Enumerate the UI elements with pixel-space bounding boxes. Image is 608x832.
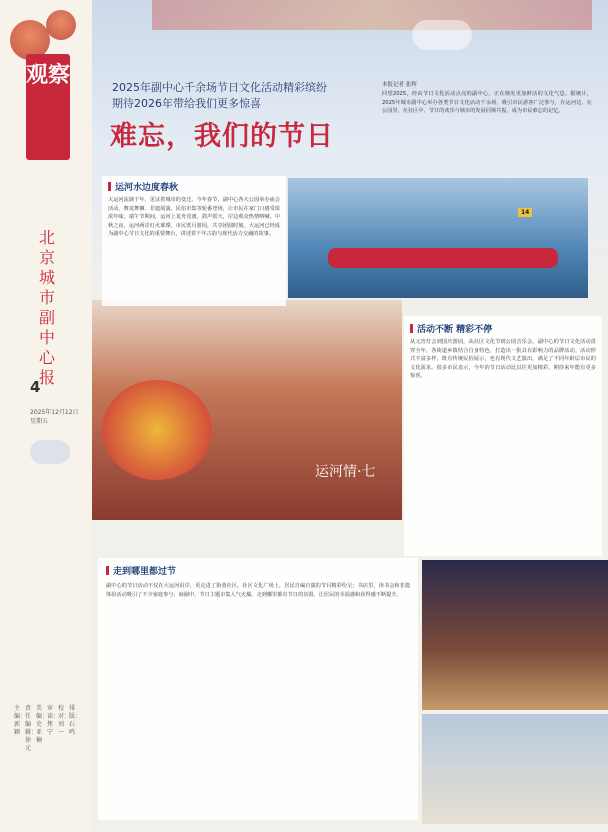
subtitle-line: 期待2026年带给我们更多惊喜 xyxy=(112,97,261,110)
credits xyxy=(14,705,84,815)
headline-subtitle xyxy=(112,80,412,112)
byline: 本报记者 张辉 xyxy=(382,82,417,88)
lion-dance-shape xyxy=(102,380,212,480)
section-banner xyxy=(26,54,70,160)
credit-item: 排版：石鸣 xyxy=(69,705,82,736)
credit-item: 审读：焦宁 xyxy=(47,705,60,736)
section-title: 运河水边度春秋 xyxy=(108,180,178,193)
canal-sign-text: 运河情·七 xyxy=(315,464,376,480)
credit-item: 美编：史亚楠 xyxy=(36,705,49,744)
weekday-text: 星期五 xyxy=(30,418,49,425)
main-area xyxy=(92,0,608,832)
canal-section xyxy=(102,176,286,306)
credit-item: 主编：郭颖 xyxy=(14,705,27,736)
section-title: 活动不断 精彩不停 xyxy=(410,322,492,335)
community-photo xyxy=(422,714,608,824)
dragon-boat-photo xyxy=(288,178,588,298)
issue-date xyxy=(30,408,79,426)
cloud-decoration xyxy=(30,440,70,464)
section-body: 大运河流淌千年，见证着城市的变迁。今年春节，副中心各大公园举办庙会活动，舞龙舞狮、非遗展演、民俗市集等轮番登场，让市民在家门口感受浓浓年味。端午节期间，运河上龙舟竞渡，鼓声震天，岸边观众热情呐喊。中秋之夜，运河两岸灯火璀璨，市民赏月游园，共享团圆时刻。大运河已经成为副中心节日文化的重要舞台，讲述着千年古韵与现代活力交融的故事。 xyxy=(108,197,280,237)
headline-title: 难忘，我们的节日 xyxy=(110,121,334,152)
activity-section xyxy=(404,316,602,556)
neighborhood-section xyxy=(98,558,418,820)
lead-paragraph: 回望2025，经由节日文化活动点亮的副中心，正在焕发更加鲜活的文化气息。据统计，2025年城市副中心举办各类节日文化活动千余场，吸引市民游客广泛参与，在运河边、在公园里、在社区中，节日的欢乐与城市的发展同频共振，成为市民难忘的记忆。 xyxy=(382,91,592,114)
newspaper-title: 北京城市副中心报 xyxy=(38,228,55,387)
race-number: 14 xyxy=(518,208,532,217)
roof-decoration xyxy=(152,0,592,30)
section-body: 从元宵灯会到国庆游园，从社区文化节到公园音乐会，副中心的节日文化活动贯穿全年。各街道乡镇结合自身特色，打造出一批具有影响力的品牌活动。活动形式丰富多样，既有传统民俗展示，也有现代文艺演出，满足了不同年龄层市民的文化需求。很多市民表示，今年的节日活动比以往更加精彩，期待来年能有更多惊喜。 xyxy=(410,339,596,379)
section-body: 副中心的节日活动不仅在大运河沿岸，更走进了街巷社区。社区文化广场上，居民自编自演的节目精彩纷呈；书店里，读书会和非遗体验活动吸引了不少家庭参与；商圈中，节日主题市集人气火爆。走到哪里都有节日的氛围，让居民的幸福感和获得感不断提升。 xyxy=(106,583,410,598)
section-title: 走到哪里都过节 xyxy=(106,564,176,577)
cloud-decoration xyxy=(412,20,472,50)
date-text: 2025年12月12日 xyxy=(30,409,79,416)
banner-text: 观察 xyxy=(26,62,71,88)
credit-item: 责任编辑：徐元 xyxy=(25,705,38,752)
subtitle-line: 2025年副中心千余场节日文化活动精彩缤纷 xyxy=(112,81,327,94)
credit-item: 校对：刘一 xyxy=(58,705,71,736)
sidebar xyxy=(0,0,92,832)
dragon-boat-shape xyxy=(328,248,558,268)
page-number: 4 xyxy=(30,378,41,396)
lantern-decoration xyxy=(46,10,76,40)
music-hall-photo xyxy=(422,560,608,710)
festival-crowd-photo xyxy=(92,300,402,520)
